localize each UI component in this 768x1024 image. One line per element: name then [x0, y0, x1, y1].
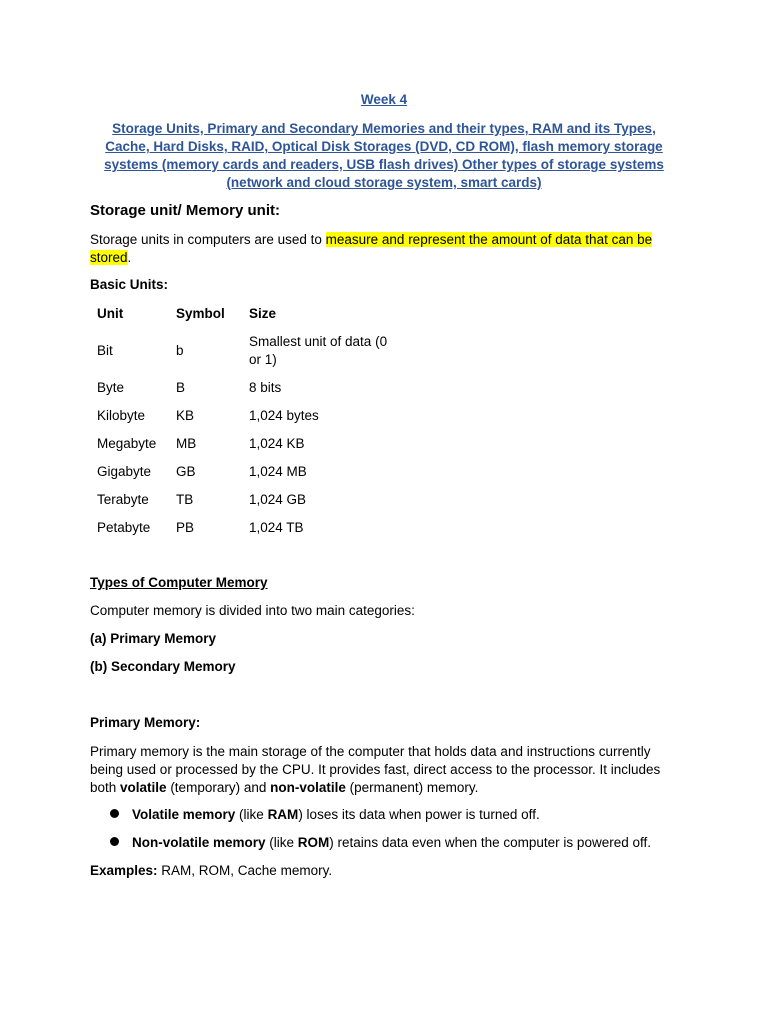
table-cell: Bit — [97, 343, 113, 358]
intro-end: . — [127, 250, 132, 265]
week-heading: Week 4 — [360, 92, 408, 107]
examples-text: RAM, ROM, Cache memory. — [157, 863, 333, 878]
bullet-text: (like — [265, 835, 298, 850]
table-row — [90, 402, 396, 430]
examples-line — [90, 862, 680, 880]
document-title: Storage Units, Primary and Secondary Memories and their types, RAM and its Types, Cache, Hard Disks, RAID, Optical Disk Storages (DVD, CD ROM), flash memory storage systems (memory cards and readers, USB flash drives) Other types of storage systems (network and cloud storage system, smart cards) — [104, 121, 664, 190]
table-cell: Byte — [97, 380, 125, 395]
column-header: Unit — [97, 306, 124, 321]
bullet-dot-icon — [110, 809, 119, 818]
table-row — [90, 430, 396, 458]
basic-units-table — [90, 300, 396, 542]
types-intro: Computer memory is divided into two main categories: — [90, 603, 415, 618]
table-cell: PB — [176, 520, 195, 535]
column-header: Symbol — [176, 306, 225, 321]
table-cell: KB — [176, 408, 195, 423]
table-cell: Gigabyte — [97, 464, 152, 479]
column-header: Size — [249, 306, 277, 321]
bullet-text: (like — [235, 807, 268, 822]
table-row — [90, 328, 396, 374]
table-cell: B — [176, 380, 186, 395]
primary-memory-paragraph — [90, 743, 680, 797]
table-cell: Smallest unit of data (0 or 1) — [249, 334, 388, 367]
paragraph-text: (permanent) memory. — [345, 780, 479, 795]
primary-memory-item: (a) Primary Memory — [90, 631, 217, 646]
bullet-text: ) retains data even when the computer is powered off. — [329, 835, 651, 850]
storage-unit-heading: Storage unit/ Memory unit: — [90, 202, 281, 219]
basic-units-heading: Basic Units: — [90, 277, 169, 292]
storage-unit-intro — [90, 231, 680, 267]
bullet-text: ) loses its data when power is turned off. — [298, 807, 540, 822]
table-cell: Kilobyte — [97, 408, 146, 423]
table-cell: GB — [176, 464, 196, 479]
secondary-memory-item: (b) Secondary Memory — [90, 659, 236, 674]
examples-label: Examples: — [90, 863, 158, 878]
table-row — [90, 486, 396, 514]
table-header-row — [90, 300, 396, 328]
intro-text: Storage units in computers are used to — [90, 232, 326, 247]
bullet-volatile — [110, 806, 540, 824]
bullet-term: RAM — [267, 807, 299, 822]
table-cell: 1,024 TB — [249, 520, 304, 535]
paragraph-text: (temporary) and — [166, 780, 271, 795]
bullet-term: Non-volatile memory — [132, 835, 266, 850]
table-cell: MB — [176, 436, 197, 451]
volatile-term: volatile — [120, 780, 167, 795]
bullet-dot-icon — [110, 837, 119, 846]
bullet-term: Volatile memory — [132, 807, 236, 822]
intro-highlight: measure and represent the amount of data that can be stored — [90, 232, 653, 265]
table-cell: 1,024 KB — [249, 436, 305, 451]
table-row — [90, 514, 396, 542]
table-cell: b — [176, 343, 184, 358]
table-cell: Terabyte — [97, 492, 149, 507]
table-cell: 1,024 MB — [249, 464, 307, 479]
table-cell: Petabyte — [97, 520, 151, 535]
bullet-term: ROM — [297, 835, 330, 850]
table-cell: 1,024 bytes — [249, 408, 319, 423]
table-row — [90, 458, 396, 486]
primary-memory-heading: Primary Memory: — [90, 715, 201, 730]
table-cell: TB — [176, 492, 194, 507]
paragraph-text: Primary memory is the main storage of the computer that holds data and instructions currently being used or processed by the CPU. It provides fast, direct access to the processor. It includes both — [90, 744, 661, 795]
table-cell: 1,024 GB — [249, 492, 307, 507]
table-cell: Megabyte — [97, 436, 157, 451]
bullet-non-volatile — [110, 834, 651, 852]
table-row — [90, 374, 396, 402]
table-cell: 8 bits — [249, 380, 282, 395]
non-volatile-term: non-volatile — [270, 780, 346, 795]
types-heading: Types of Computer Memory — [90, 575, 268, 590]
